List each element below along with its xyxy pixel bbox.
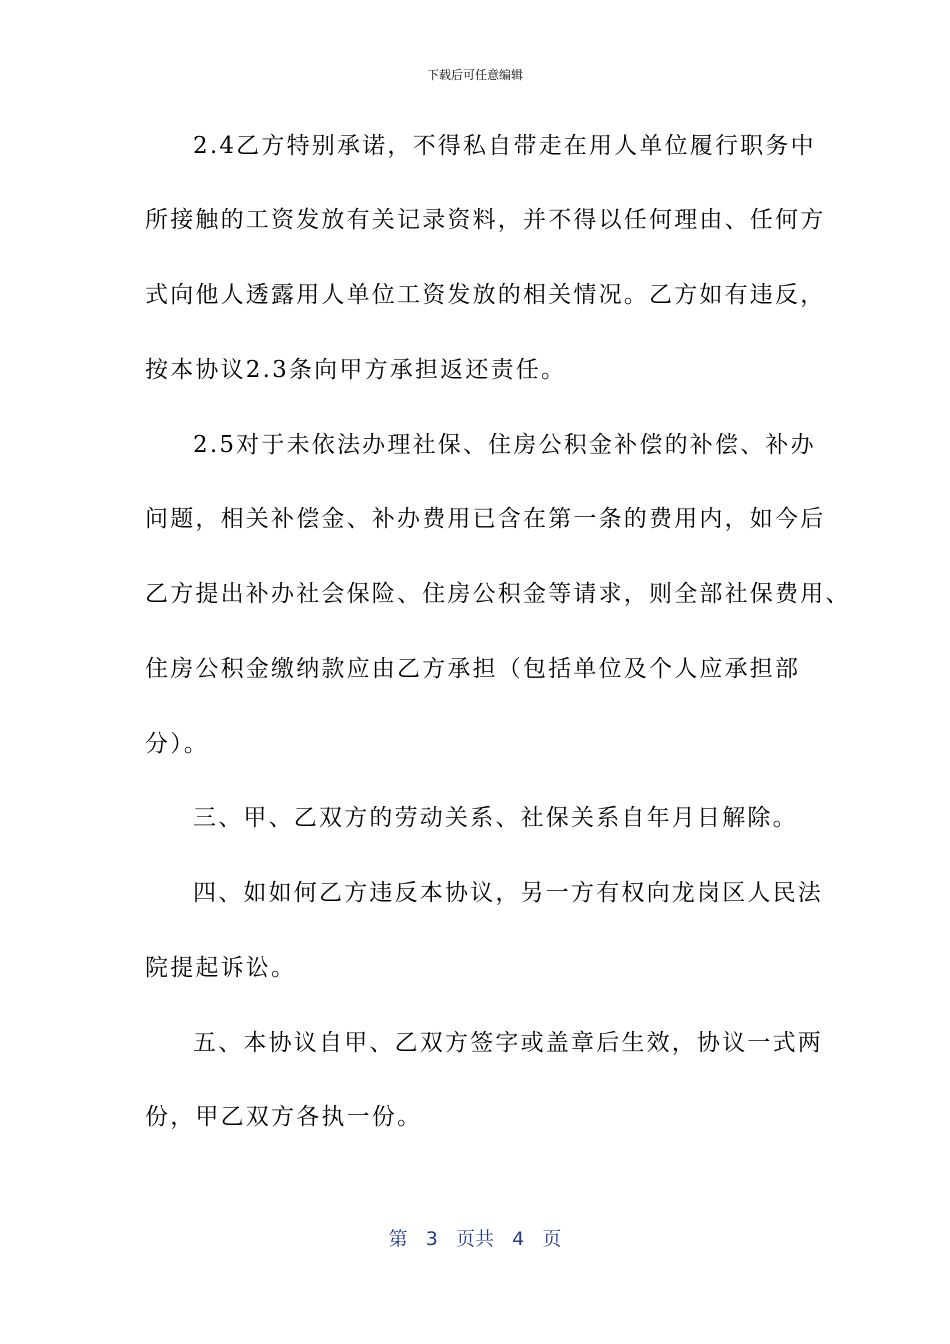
footer-total-pages: 4 — [512, 1228, 525, 1250]
paragraph-2-4-line-4: 按本协议2.3条向甲方承担返还责任。 — [145, 357, 567, 383]
paragraph-2-5-line-4: 住房公积金缴纳款应由乙方承担（包括单位及个人应承担部 — [145, 656, 801, 682]
paragraph-2-4-line-3: 式向他人透露用人单位工资发放的相关情况。乙方如有违反， — [145, 282, 826, 308]
paragraph-2-5-line-5: 分）。 — [145, 731, 210, 757]
page-footer — [0, 1226, 950, 1252]
paragraph-2-4-line-1: 2.4乙方特别承诺，不得私自带走在用人单位履行职务中 — [193, 133, 816, 159]
footer-current-page: 3 — [425, 1228, 438, 1250]
footer-middle: 页共 — [455, 1228, 494, 1250]
header-note: 下载后可任意编辑 — [426, 68, 523, 82]
paragraph-2-5-line-3: 乙方提出补办社会保险、住房公积金等请求，则全部社保费用、 — [145, 581, 851, 607]
footer-prefix: 第 — [388, 1228, 408, 1250]
paragraph-2-4-line-2: 所接触的工资发放有关记录资料，并不得以任何理由、任何方 — [145, 207, 826, 233]
paragraph-four-line-2: 院提起诉讼。 — [145, 955, 297, 981]
paragraph-three: 三、甲、乙双方的劳动关系、社保关系自年月日解除。 — [193, 805, 798, 831]
paragraph-2-5-line-2: 问题，相关补偿金、补办费用已含在第一条的费用内，如今后 — [145, 506, 826, 532]
paragraph-2-5-line-1: 2.5对于未依法办理社保、住房公积金补偿的补偿、补办 — [193, 432, 816, 458]
paragraph-five-line-1: 五、本协议自甲、乙双方签字或盖章后生效，协议一式两 — [193, 1030, 823, 1056]
footer-suffix: 页 — [542, 1228, 562, 1250]
paragraph-five-line-2: 份，甲乙双方各执一份。 — [145, 1104, 423, 1130]
paragraph-four-line-1: 四、如如何乙方违反本协议，另一方有权向龙岗区人民法 — [193, 880, 823, 906]
